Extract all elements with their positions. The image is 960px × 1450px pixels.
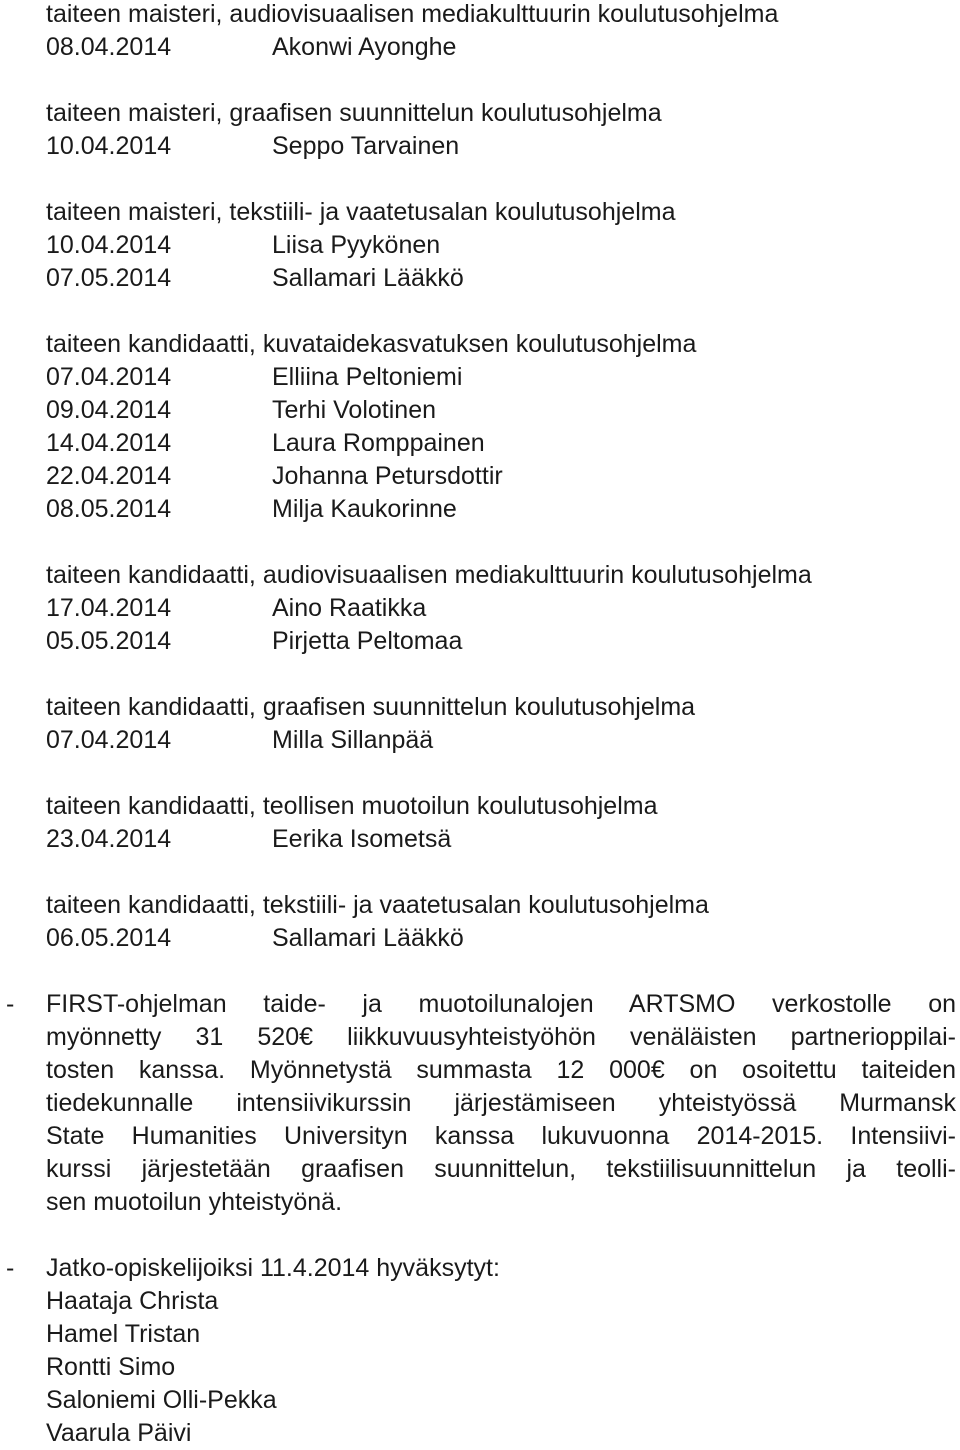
graduate-name: Milja Kaukorinne (272, 495, 457, 523)
graduate-name: Terhi Volotinen (272, 396, 437, 424)
graduate-name: Akonwi Ayonghe (272, 33, 457, 61)
list-heading: Jatko-opiskelijoiksi 11.4.2014 hyväksytyt: (46, 1254, 500, 1282)
degree-entry (46, 262, 960, 295)
graduation-date: 17.04.2014 (46, 594, 172, 622)
program-title: taiteen kandidaatti, audiovisuaalisen mediakulttuurin koulutusohjelma (46, 561, 812, 589)
graduation-date: 23.04.2014 (46, 825, 172, 853)
graduation-date: 10.04.2014 (46, 231, 172, 259)
graduate-name: Laura Romppainen (272, 429, 485, 457)
student-name: Vaarula Päivi (46, 1419, 192, 1447)
degree-section (46, 691, 960, 757)
graduation-date: 10.04.2014 (46, 132, 172, 160)
paragraph-line: kurssi järjestetään graafisen suunnittelun, tekstiilisuunnittelun ja teolli- (46, 1155, 956, 1183)
graduation-date: 14.04.2014 (46, 429, 172, 457)
program-title: taiteen maisteri, graafisen suunnittelun koulutusohjelma (46, 99, 662, 127)
degree-entry (46, 361, 960, 394)
degree-entry (46, 427, 960, 460)
graduate-name: Elliina Peltoniemi (272, 363, 463, 391)
student-name: Haataja Christa (46, 1287, 219, 1315)
degree-section (46, 559, 960, 658)
graduation-date: 08.05.2014 (46, 495, 172, 523)
student-name: Hamel Tristan (46, 1320, 201, 1348)
graduation-date: 08.04.2014 (46, 33, 172, 61)
degree-entry (46, 592, 960, 625)
bullet-dash: - (6, 1254, 15, 1282)
bullet-item (0, 988, 960, 1219)
degree-entry (46, 460, 960, 493)
paragraph-line: tosten kanssa. Myönnetystä summasta 12 000€ on osoitettu taiteiden (46, 1056, 956, 1084)
degree-entry (46, 130, 960, 163)
graduation-date: 22.04.2014 (46, 462, 172, 490)
degree-entry (46, 724, 960, 757)
program-title: taiteen kandidaatti, kuvataidekasvatuksen koulutusohjelma (46, 330, 697, 358)
bullet-text (46, 988, 956, 1219)
program-title: taiteen kandidaatti, tekstiili- ja vaatetusalan koulutusohjelma (46, 891, 709, 919)
graduate-name: Aino Raatikka (272, 594, 427, 622)
student-name: Saloniemi Olli-Pekka (46, 1386, 277, 1414)
graduate-name: Sallamari Lääkkö (272, 924, 464, 952)
graduate-name: Pirjetta Peltomaa (272, 627, 463, 655)
graduate-name: Sallamari Lääkkö (272, 264, 464, 292)
program-title: taiteen maisteri, tekstiili- ja vaatetusalan koulutusohjelma (46, 198, 676, 226)
paragraph-line: sen muotoilun yhteistyönä. (46, 1188, 343, 1216)
paragraph-line: tiedekunnalle intensiivikurssin järjestämiseen yhteistyössä Murmansk (46, 1089, 956, 1117)
degree-entry (46, 823, 960, 856)
paragraph-line: myönnetty 31 520€ liikkuvuusyhteistyöhön venäläisten partnerioppilai- (46, 1023, 956, 1051)
graduate-name: Eerika Isometsä (272, 825, 452, 853)
student-name: Rontti Simo (46, 1353, 176, 1381)
program-title: taiteen kandidaatti, teollisen muotoilun koulutusohjelma (46, 792, 658, 820)
graduation-date: 07.04.2014 (46, 363, 172, 391)
degree-entry (46, 625, 960, 658)
degree-entry (46, 31, 960, 64)
graduation-date: 05.05.2014 (46, 627, 172, 655)
degree-section (46, 196, 960, 295)
graduate-name: Milla Sillanpää (272, 726, 434, 754)
degree-section (46, 889, 960, 955)
paragraph-line: FIRST-ohjelman taide- ja muotoilunalojen ARTSMO verkostolle on (46, 990, 956, 1018)
program-title: taiteen maisteri, audiovisuaalisen mediakulttuurin koulutusohjelma (46, 0, 779, 28)
degree-entry (46, 394, 960, 427)
program-title: taiteen kandidaatti, graafisen suunnittelun koulutusohjelma (46, 693, 696, 721)
degree-section (46, 97, 960, 163)
bullet-text (46, 1252, 956, 1450)
graduation-date: 07.05.2014 (46, 264, 172, 292)
degree-entry (46, 229, 960, 262)
degree-entry (46, 922, 960, 955)
paragraph-line: State Humanities Universityn kanssa lukuvuonna 2014-2015. Intensiivi- (46, 1122, 956, 1150)
graduation-date: 07.04.2014 (46, 726, 172, 754)
degree-section (46, 0, 960, 64)
graduation-date: 06.05.2014 (46, 924, 172, 952)
degree-entry (46, 493, 960, 526)
graduate-name: Seppo Tarvainen (272, 132, 460, 160)
bullet-dash: - (6, 990, 15, 1018)
graduate-name: Liisa Pyykönen (272, 231, 441, 259)
graduate-name: Johanna Petursdottir (272, 462, 503, 490)
graduation-date: 09.04.2014 (46, 396, 172, 424)
bullet-item (0, 1252, 960, 1450)
degree-section (46, 790, 960, 856)
degree-section (46, 328, 960, 526)
